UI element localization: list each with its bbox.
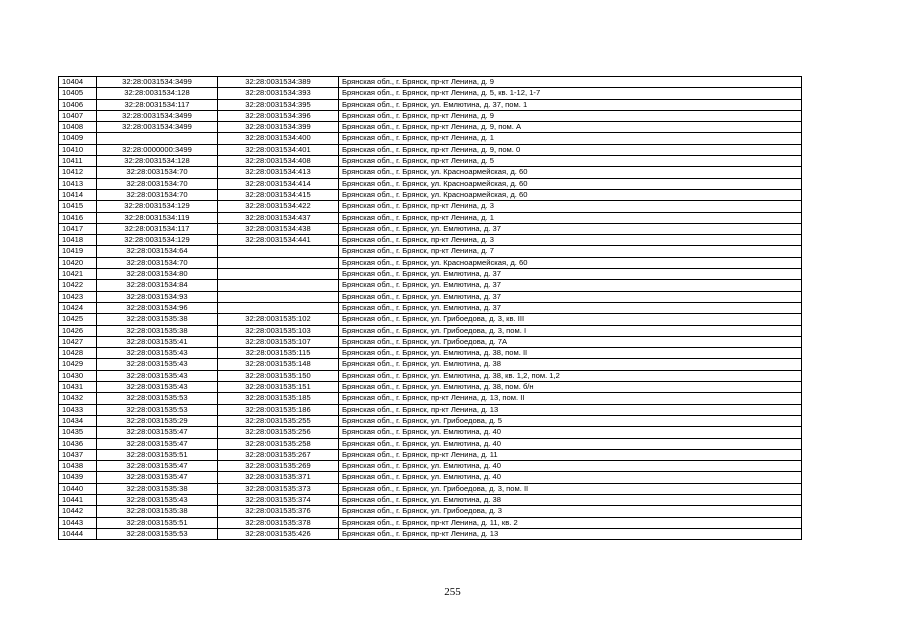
- row-number-cell: 10408: [59, 122, 97, 133]
- row-number-cell: 10444: [59, 528, 97, 539]
- cadastral-parcel-cell: 32:28:0031535:47: [97, 472, 218, 483]
- cadastral-parcel-cell: 32:28:0031534:3499: [97, 110, 218, 121]
- cadastral-parcel-cell: 32:28:0031535:53: [97, 528, 218, 539]
- table-row: [59, 370, 802, 381]
- table-row: [59, 314, 802, 325]
- cadastral-object-cell: [218, 280, 339, 291]
- row-number-cell: 10433: [59, 404, 97, 415]
- row-number-cell: 10415: [59, 201, 97, 212]
- address-cell: Брянская обл., г. Брянск, ул. Емлютина, д. 38, кв. 1,2, пом. 1,2: [339, 370, 802, 381]
- cadastral-parcel-cell: 32:28:0000000:3499: [97, 144, 218, 155]
- cadastral-parcel-cell: 32:28:0031534:70: [97, 189, 218, 200]
- cadastral-object-cell: 32:28:0031535:258: [218, 438, 339, 449]
- cadastral-object-cell: 32:28:0031535:255: [218, 415, 339, 426]
- table-row: [59, 359, 802, 370]
- cadastral-object-cell: 32:28:0031534:415: [218, 189, 339, 200]
- row-number-cell: 10421: [59, 269, 97, 280]
- table-row: [59, 404, 802, 415]
- row-number-cell: 10423: [59, 291, 97, 302]
- cadastral-parcel-cell: 32:28:0031534:128: [97, 156, 218, 167]
- table-row: [59, 382, 802, 393]
- address-cell: Брянская обл., г. Брянск, ул. Емлютина, д. 38: [339, 359, 802, 370]
- row-number-cell: 10432: [59, 393, 97, 404]
- cadastral-object-cell: 32:28:0031535:378: [218, 517, 339, 528]
- table-row: [59, 483, 802, 494]
- address-cell: Брянская обл., г. Брянск, ул. Емлютина, д. 37: [339, 291, 802, 302]
- cadastral-parcel-cell: 32:28:0031534:128: [97, 88, 218, 99]
- row-number-cell: 10427: [59, 336, 97, 347]
- cadastral-object-cell: 32:28:0031535:373: [218, 483, 339, 494]
- cadastral-parcel-cell: 32:28:0031534:119: [97, 212, 218, 223]
- registry-table: [58, 76, 802, 540]
- table-row: [59, 427, 802, 438]
- row-number-cell: 10437: [59, 449, 97, 460]
- cadastral-object-cell: 32:28:0031535:376: [218, 506, 339, 517]
- row-number-cell: 10414: [59, 189, 97, 200]
- cadastral-parcel-cell: 32:28:0031535:51: [97, 449, 218, 460]
- cadastral-parcel-cell: 32:28:0031534:96: [97, 302, 218, 313]
- cadastral-object-cell: 32:28:0031534:413: [218, 167, 339, 178]
- address-cell: Брянская обл., г. Брянск, пр-кт Ленина, д. 13: [339, 528, 802, 539]
- cadastral-parcel-cell: 32:28:0031535:47: [97, 461, 218, 472]
- table-row: [59, 438, 802, 449]
- cadastral-object-cell: 32:28:0031535:185: [218, 393, 339, 404]
- table-row: [59, 517, 802, 528]
- cadastral-parcel-cell: 32:28:0031534:84: [97, 280, 218, 291]
- cadastral-parcel-cell: 32:28:0031535:41: [97, 336, 218, 347]
- registry-table-body: [59, 77, 802, 540]
- cadastral-object-cell: 32:28:0031535:150: [218, 370, 339, 381]
- address-cell: Брянская обл., г. Брянск, ул. Емлютина, д. 38, пом. б/н: [339, 382, 802, 393]
- address-cell: Брянская обл., г. Брянск, пр-кт Ленина, д. 9, пом. А: [339, 122, 802, 133]
- address-cell: Брянская обл., г. Брянск, ул. Грибоедова, д. 3, кв. III: [339, 314, 802, 325]
- cadastral-parcel-cell: [97, 133, 218, 144]
- cadastral-parcel-cell: 32:28:0031535:38: [97, 325, 218, 336]
- cadastral-object-cell: 32:28:0031535:426: [218, 528, 339, 539]
- table-row: [59, 291, 802, 302]
- cadastral-parcel-cell: 32:28:0031535:53: [97, 393, 218, 404]
- row-number-cell: 10406: [59, 99, 97, 110]
- cadastral-object-cell: 32:28:0031534:408: [218, 156, 339, 167]
- cadastral-object-cell: 32:28:0031535:374: [218, 494, 339, 505]
- address-cell: Брянская обл., г. Брянск, пр-кт Ленина, д. 7: [339, 246, 802, 257]
- page-number: 255: [444, 586, 461, 598]
- table-row: [59, 156, 802, 167]
- address-cell: Брянская обл., г. Брянск, пр-кт Ленина, д. 11: [339, 449, 802, 460]
- cadastral-object-cell: 32:28:0031535:102: [218, 314, 339, 325]
- row-number-cell: 10418: [59, 235, 97, 246]
- address-cell: Брянская обл., г. Брянск, ул. Грибоедова, д. 3: [339, 506, 802, 517]
- address-cell: Брянская обл., г. Брянск, ул. Емлютина, д. 37: [339, 269, 802, 280]
- row-number-cell: 10420: [59, 257, 97, 268]
- row-number-cell: 10435: [59, 427, 97, 438]
- cadastral-object-cell: 32:28:0031535:256: [218, 427, 339, 438]
- table-row: [59, 528, 802, 539]
- address-cell: Брянская обл., г. Брянск, ул. Емлютина, д. 40: [339, 427, 802, 438]
- cadastral-parcel-cell: 32:28:0031535:43: [97, 359, 218, 370]
- row-number-cell: 10409: [59, 133, 97, 144]
- address-cell: Брянская обл., г. Брянск, пр-кт Ленина, д. 9, пом. 0: [339, 144, 802, 155]
- row-number-cell: 10407: [59, 110, 97, 121]
- table-row: [59, 77, 802, 88]
- table-row: [59, 302, 802, 313]
- table-row: [59, 122, 802, 133]
- cadastral-object-cell: [218, 257, 339, 268]
- row-number-cell: 10410: [59, 144, 97, 155]
- table-row: [59, 336, 802, 347]
- address-cell: Брянская обл., г. Брянск, ул. Красноармейская, д. 60: [339, 189, 802, 200]
- row-number-cell: 10428: [59, 348, 97, 359]
- address-cell: Брянская обл., г. Брянск, ул. Емлютина, д. 37: [339, 302, 802, 313]
- cadastral-parcel-cell: 32:28:0031535:29: [97, 415, 218, 426]
- cadastral-object-cell: 32:28:0031534:396: [218, 110, 339, 121]
- cadastral-parcel-cell: 32:28:0031534:129: [97, 201, 218, 212]
- address-cell: Брянская обл., г. Брянск, ул. Грибоедова, д. 3, пом. II: [339, 483, 802, 494]
- cadastral-parcel-cell: 32:28:0031534:117: [97, 99, 218, 110]
- row-number-cell: 10430: [59, 370, 97, 381]
- table-row: [59, 223, 802, 234]
- address-cell: Брянская обл., г. Брянск, пр-кт Ленина, д. 9: [339, 77, 802, 88]
- address-cell: Брянская обл., г. Брянск, ул. Емлютина, д. 37: [339, 280, 802, 291]
- cadastral-parcel-cell: 32:28:0031534:70: [97, 167, 218, 178]
- table-row: [59, 99, 802, 110]
- table-row: [59, 348, 802, 359]
- cadastral-parcel-cell: 32:28:0031534:3499: [97, 77, 218, 88]
- table-row: [59, 212, 802, 223]
- address-cell: Брянская обл., г. Брянск, ул. Грибоедова, д. 7А: [339, 336, 802, 347]
- address-cell: Брянская обл., г. Брянск, пр-кт Ленина, д. 5, кв. 1-12, 1-7: [339, 88, 802, 99]
- cadastral-parcel-cell: 32:28:0031534:93: [97, 291, 218, 302]
- address-cell: Брянская обл., г. Брянск, ул. Грибоедова, д. 3, пом. I: [339, 325, 802, 336]
- row-number-cell: 10440: [59, 483, 97, 494]
- row-number-cell: 10438: [59, 461, 97, 472]
- row-number-cell: 10413: [59, 178, 97, 189]
- address-cell: Брянская обл., г. Брянск, пр-кт Ленина, д. 9: [339, 110, 802, 121]
- cadastral-parcel-cell: 32:28:0031535:47: [97, 438, 218, 449]
- cadastral-parcel-cell: 32:28:0031534:117: [97, 223, 218, 234]
- address-cell: Брянская обл., г. Брянск, ул. Красноармейская, д. 60: [339, 167, 802, 178]
- address-cell: Брянская обл., г. Брянск, пр-кт Ленина, д. 11, кв. 2: [339, 517, 802, 528]
- cadastral-object-cell: 32:28:0031534:400: [218, 133, 339, 144]
- cadastral-parcel-cell: 32:28:0031534:64: [97, 246, 218, 257]
- table-row: [59, 235, 802, 246]
- row-number-cell: 10439: [59, 472, 97, 483]
- cadastral-object-cell: 32:28:0031534:438: [218, 223, 339, 234]
- cadastral-object-cell: 32:28:0031534:389: [218, 77, 339, 88]
- cadastral-parcel-cell: 32:28:0031534:70: [97, 178, 218, 189]
- cadastral-parcel-cell: 32:28:0031535:43: [97, 370, 218, 381]
- table-row: [59, 461, 802, 472]
- address-cell: Брянская обл., г. Брянск, ул. Емлютина, д. 40: [339, 438, 802, 449]
- table-row: [59, 449, 802, 460]
- address-cell: Брянская обл., г. Брянск, пр-кт Ленина, д. 3: [339, 235, 802, 246]
- row-number-cell: 10442: [59, 506, 97, 517]
- address-cell: Брянская обл., г. Брянск, ул. Красноармейская, д. 60: [339, 257, 802, 268]
- row-number-cell: 10405: [59, 88, 97, 99]
- table-row: [59, 280, 802, 291]
- cadastral-object-cell: 32:28:0031534:414: [218, 178, 339, 189]
- row-number-cell: 10431: [59, 382, 97, 393]
- cadastral-object-cell: 32:28:0031535:371: [218, 472, 339, 483]
- row-number-cell: 10412: [59, 167, 97, 178]
- cadastral-object-cell: 32:28:0031534:437: [218, 212, 339, 223]
- table-row: [59, 189, 802, 200]
- row-number-cell: 10426: [59, 325, 97, 336]
- cadastral-parcel-cell: 32:28:0031535:38: [97, 506, 218, 517]
- address-cell: Брянская обл., г. Брянск, ул. Емлютина, д. 40: [339, 461, 802, 472]
- table-row: [59, 201, 802, 212]
- cadastral-object-cell: 32:28:0031534:395: [218, 99, 339, 110]
- row-number-cell: 10434: [59, 415, 97, 426]
- cadastral-object-cell: 32:28:0031534:393: [218, 88, 339, 99]
- cadastral-parcel-cell: 32:28:0031535:38: [97, 314, 218, 325]
- address-cell: Брянская обл., г. Брянск, ул. Грибоедова, д. 5: [339, 415, 802, 426]
- table-row: [59, 88, 802, 99]
- cadastral-object-cell: 32:28:0031535:269: [218, 461, 339, 472]
- cadastral-object-cell: 32:28:0031535:115: [218, 348, 339, 359]
- table-row: [59, 110, 802, 121]
- table-row: [59, 506, 802, 517]
- address-cell: Брянская обл., г. Брянск, пр-кт Ленина, д. 3: [339, 201, 802, 212]
- table-row: [59, 472, 802, 483]
- cadastral-parcel-cell: 32:28:0031535:38: [97, 483, 218, 494]
- table-row: [59, 494, 802, 505]
- cadastral-object-cell: 32:28:0031535:107: [218, 336, 339, 347]
- row-number-cell: 10416: [59, 212, 97, 223]
- address-cell: Брянская обл., г. Брянск, пр-кт Ленина, д. 1: [339, 212, 802, 223]
- row-number-cell: 10436: [59, 438, 97, 449]
- row-number-cell: 10424: [59, 302, 97, 313]
- table-row: [59, 393, 802, 404]
- row-number-cell: 10419: [59, 246, 97, 257]
- address-cell: Брянская обл., г. Брянск, ул. Красноармейская, д. 60: [339, 178, 802, 189]
- cadastral-object-cell: 32:28:0031534:422: [218, 201, 339, 212]
- cadastral-object-cell: 32:28:0031534:399: [218, 122, 339, 133]
- cadastral-object-cell: 32:28:0031535:186: [218, 404, 339, 415]
- cadastral-object-cell: 32:28:0031535:103: [218, 325, 339, 336]
- cadastral-object-cell: [218, 246, 339, 257]
- table-row: [59, 325, 802, 336]
- table-row: [59, 269, 802, 280]
- address-cell: Брянская обл., г. Брянск, ул. Емлютина, д. 38: [339, 494, 802, 505]
- cadastral-object-cell: [218, 291, 339, 302]
- address-cell: Брянская обл., г. Брянск, ул. Емлютина, д. 40: [339, 472, 802, 483]
- cadastral-parcel-cell: 32:28:0031534:80: [97, 269, 218, 280]
- address-cell: Брянская обл., г. Брянск, ул. Емлютина, д. 37, пом. 1: [339, 99, 802, 110]
- address-cell: Брянская обл., г. Брянск, пр-кт Ленина, д. 13, пом. II: [339, 393, 802, 404]
- row-number-cell: 10441: [59, 494, 97, 505]
- row-number-cell: 10422: [59, 280, 97, 291]
- cadastral-parcel-cell: 32:28:0031534:70: [97, 257, 218, 268]
- address-cell: Брянская обл., г. Брянск, пр-кт Ленина, д. 1: [339, 133, 802, 144]
- cadastral-parcel-cell: 32:28:0031534:3499: [97, 122, 218, 133]
- cadastral-parcel-cell: 32:28:0031535:51: [97, 517, 218, 528]
- cadastral-object-cell: 32:28:0031534:401: [218, 144, 339, 155]
- cadastral-object-cell: 32:28:0031534:441: [218, 235, 339, 246]
- cadastral-object-cell: [218, 302, 339, 313]
- cadastral-parcel-cell: 32:28:0031535:43: [97, 494, 218, 505]
- cadastral-parcel-cell: 32:28:0031535:53: [97, 404, 218, 415]
- cadastral-object-cell: 32:28:0031535:148: [218, 359, 339, 370]
- row-number-cell: 10404: [59, 77, 97, 88]
- cadastral-parcel-cell: 32:28:0031535:43: [97, 382, 218, 393]
- cadastral-object-cell: [218, 269, 339, 280]
- cadastral-object-cell: 32:28:0031535:267: [218, 449, 339, 460]
- address-cell: Брянская обл., г. Брянск, пр-кт Ленина, д. 13: [339, 404, 802, 415]
- cadastral-parcel-cell: 32:28:0031535:47: [97, 427, 218, 438]
- table-row: [59, 415, 802, 426]
- table-row: [59, 178, 802, 189]
- address-cell: Брянская обл., г. Брянск, пр-кт Ленина, д. 5: [339, 156, 802, 167]
- table-row: [59, 133, 802, 144]
- address-cell: Брянская обл., г. Брянск, ул. Емлютина, д. 38, пом. II: [339, 348, 802, 359]
- row-number-cell: 10411: [59, 156, 97, 167]
- table-row: [59, 246, 802, 257]
- table-row: [59, 144, 802, 155]
- row-number-cell: 10425: [59, 314, 97, 325]
- table-row: [59, 167, 802, 178]
- cadastral-parcel-cell: 32:28:0031535:43: [97, 348, 218, 359]
- address-cell: Брянская обл., г. Брянск, ул. Емлютина, д. 37: [339, 223, 802, 234]
- row-number-cell: 10417: [59, 223, 97, 234]
- row-number-cell: 10429: [59, 359, 97, 370]
- table-row: [59, 257, 802, 268]
- cadastral-object-cell: 32:28:0031535:151: [218, 382, 339, 393]
- row-number-cell: 10443: [59, 517, 97, 528]
- cadastral-parcel-cell: 32:28:0031534:129: [97, 235, 218, 246]
